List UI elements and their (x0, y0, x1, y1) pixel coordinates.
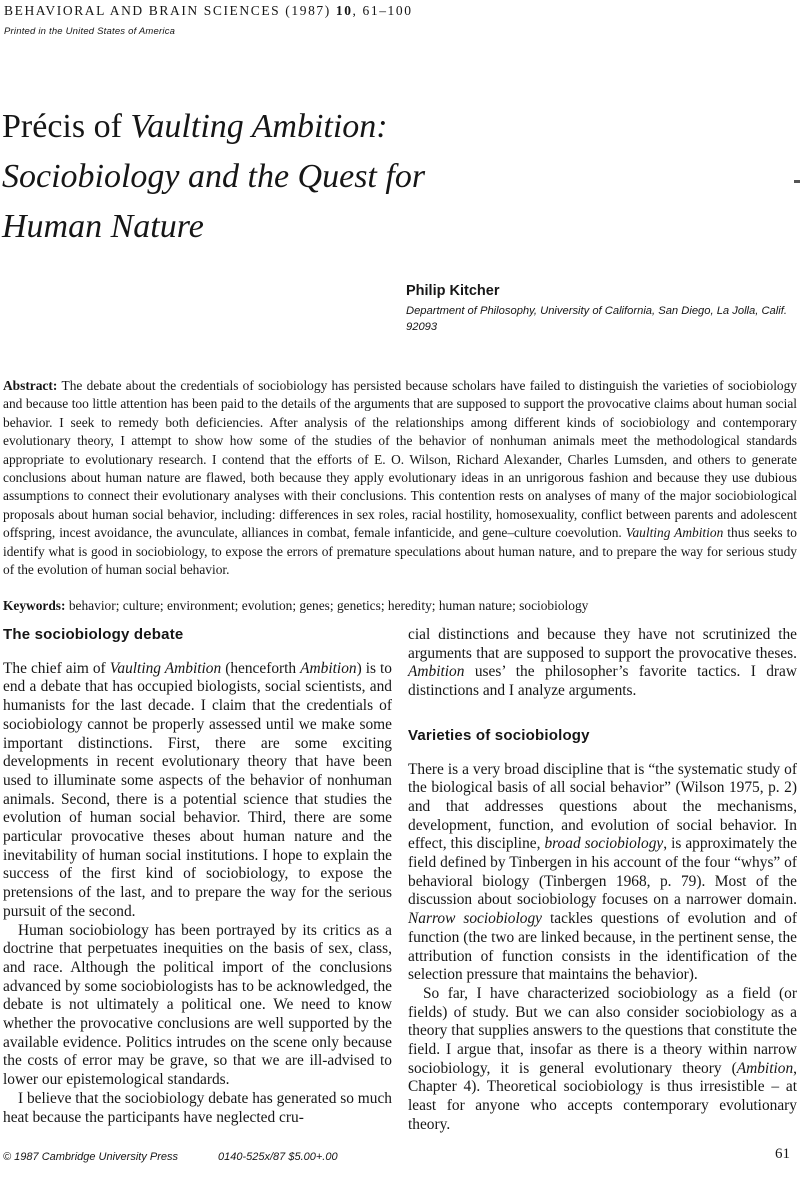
author-name: Philip Kitcher (406, 283, 500, 299)
paragraph: cial distinctions and because they have not scrutinized the arguments that are supposed to support the provocative theses. Ambition uses’ the philosopher’s favorite tactics. I draw distinctions and I analyze arguments. (408, 626, 797, 700)
journal-masthead (4, 3, 413, 37)
page-number: 61 (775, 1146, 790, 1162)
paragraph: There is a very broad discipline that is “the systematic study of the biological basis of all social behavior” (Wilson 1975, p. 2) and that addresses questions about the mechanisms, development, function, and evolution of social behavior. In effect, this discipline, broad sociobiology, is approximately the field defined by Tinbergen in his account of the four “whys” of behavioral biology (Tinbergen 1968, p. 79). Most of the discussion about sociobiology focuses on a narrower domain. Narrow sociobiology tackles questions of evolution and of function (the two are linked because, in the pertinent sense, the attribution of function consists in the identification of the selection pressure that maintains the behavior). (408, 760, 797, 984)
left-column (3, 626, 392, 1135)
author-affiliation: Department of Philosophy, University of California, San Diego, La Jolla, Calif. 92093 (406, 305, 787, 333)
paragraph: The chief aim of Vaulting Ambition (henceforth Ambition) is to end a debate that has occupied biologists, social scientists, and humanists for the last decade. I claim that the credentials of sociobiology cannot be properly assessed until we make some important distinctions. First, there are some exciting developments in recent evolutionary theory that have been used to illuminate some aspects of the behavior of nonhuman animals. Second, there is a potential science that studies the evolution of human social behavior. Third, there are some particular provocative theses about human nature and the inevitability of human social institutions. I hope to explain the success of the first kind of sociobiology, to expose the pretensions of the last, and to prepare the way for the serious pursuit of the second. (3, 659, 393, 920)
paragraph: Human sociobiology has been portrayed by its critics as a doctrine that perpetuates inequities on the basis of sex, class, and race. Although the political import of the conclusions advanced by some sociobiologists has to be acknowledged, the debate is not ultimately a political one. We need to know whether the provocative conclusions are well supported by the available evidence. Politics intrudes on the scene only because the costs of error may be grave, so that we are ill-advised to lower our epistemological standards. (3, 921, 392, 1089)
footer-issn-price: 0140-525x/87 $5.00+.00 (218, 1151, 338, 1163)
body-columns (3, 626, 797, 1135)
keywords-line: Keywords: behavior; culture; environment; evolution; genes; genetics; heredity; human nature; sociobiology (3, 598, 589, 613)
paragraph: I believe that the sociobiology debate has generated so much heat because the participants have neglected cru- (3, 1089, 392, 1126)
article-title: Précis of Vaulting Ambition: Sociobiology and the Quest for Human Nature (2, 108, 426, 245)
section-heading-varieties-of-sociobiology: Varieties of sociobiology (408, 726, 590, 744)
right-column (408, 626, 797, 1135)
printed-note: Printed in the United States of America (4, 26, 176, 37)
section-heading-sociobiology-debate: The sociobiology debate (3, 626, 184, 643)
scan-artifact-mark (794, 180, 800, 183)
author-block (406, 283, 796, 335)
footer-copyright: © 1987 Cambridge University Press (3, 1151, 179, 1163)
journal-title-line: BEHAVIORAL AND BRAIN SCIENCES (1987) 10, 61–100 (4, 3, 413, 18)
abstract-text: Abstract: The debate about the credentials of sociobiology has persisted because scholars have failed to distinguish the varieties of sociobiology and because too little attention has been paid to the details of the arguments that are supposed to support the provocative claims about human social behavior. I seek to remedy both deficiencies. After analysis of the relationships among different kinds of sociobiology and contemporary evolutionary theory, I attempt to show how some of the studies of the behavior of nonhuman animals meet the methodological standards appropriate to evolutionary research. I contend that the efforts of E. O. Wilson, Richard Alexander, Charles Lumsden, and others to generate conclusions about human nature are flawed, both because they apply evolutionary ideas in an unrigorous fashion and because they use dubious assumptions to connect their evolutionary analyses with their conclusions. This contention rests on analyses of many of the major sociobiological proposals about human social behavior, including: differences in sex roles, racial hostility, homosexuality, conflict between parents and adolescent offspring, incest avoidance, the avunculate, alliances in combat, female infanticide, and gene–culture coevolution. Vaulting Ambition thus seeks to identify what is good in sociobiology, to expose the errors of premature speculations about human nature, and to prepare the way for serious study of the evolution of human social behavior. (3, 378, 798, 578)
paragraph: So far, I have characterized sociobiology as a field (or fields) of study. But we can also consider sociobiology as a theory that supplies answers to the questions that constitute the field. I argue that, insofar as there is a theory within narrow sociobiology, it is general evolutionary theory (Ambition, Chapter 4). Theoretical sociobiology is thus irresistible – at least for anyone who accepts contemporary evolutionary theory. (408, 984, 797, 1133)
